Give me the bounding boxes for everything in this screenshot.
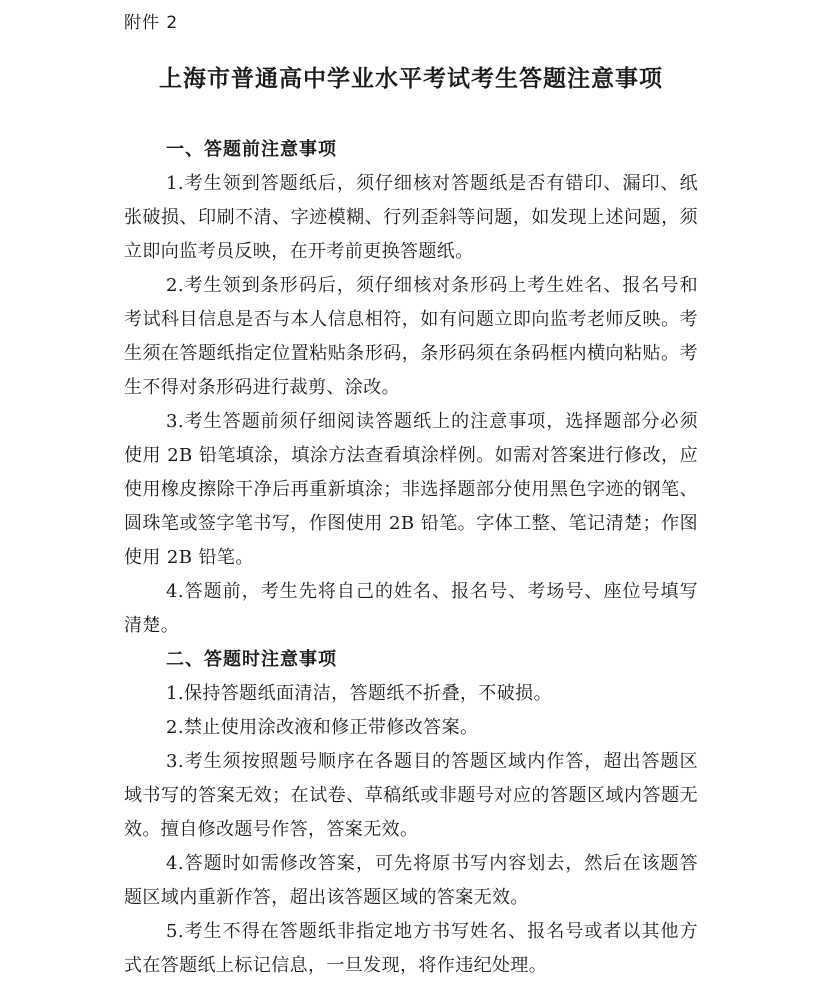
section-heading-during-answering: 二、答题时注意事项	[166, 649, 337, 670]
attachment-label: 附件 2	[124, 13, 179, 33]
paragraph-before-3: 3.考生答题前须仔细阅读答题纸上的注意事项，选择题部分必须使用 2B 铅笔填涂，填涂方法查看填涂样例。如需对答案进行修改，应使用橡皮擦除干净后再重新填涂；非选择题部分使用黑色字迹的钢笔、圆珠笔或签字笔书写，作图使用 2B 铅笔。字体工整、笔记清楚；作图使用 2B 铅笔。	[124, 411, 698, 568]
paragraph-during-2: 2.禁止使用涂改液和修正带修改答案。	[166, 717, 479, 738]
paragraph-before-4: 4.答题前，考生先将自己的姓名、报名号、考场号、座位号填写清楚。	[124, 581, 698, 636]
section-heading-before-answering: 一、答题前注意事项	[166, 139, 337, 160]
paragraph-during-1: 1.保持答题纸面清洁，答题纸不折叠，不破损。	[166, 683, 552, 704]
paragraph-before-2: 2.考生领到条形码后，须仔细核对条形码上考生姓名、报名号和考试科目信息是否与本人信息相符，如有问题立即向监考老师反映。考生须在答题纸指定位置粘贴条形码，条形码须在条码框内横向粘贴。考生不得对条形码进行裁剪、涂改。	[124, 275, 698, 398]
paragraph-during-3: 3.考生须按照题号顺序在各题目的答题区域内作答，超出答题区域书写的答案无效；在试卷、草稿纸或非题号对应的答题区域内答题无效。擅自修改题号作答，答案无效。	[124, 751, 698, 840]
document-title: 上海市普通高中学业水平考试考生答题注意事项	[159, 66, 663, 92]
document-body	[124, 133, 698, 983]
paragraph-during-5: 5.考生不得在答题纸非指定地方书写姓名、报名号或者以其他方式在答题纸上标记信息，一旦发现，将作违纪处理。	[124, 921, 698, 976]
paragraph-during-4: 4.答题时如需修改答案，可先将原书写内容划去，然后在该题答题区域内重新作答，超出该答题区域的答案无效。	[124, 853, 698, 908]
paragraph-before-1: 1.考生领到答题纸后，须仔细核对答题纸是否有错印、漏印、纸张破损、印刷不清、字迹模糊、行列歪斜等问题，如发现上述问题，须立即向监考员反映，在开考前更换答题纸。	[124, 173, 698, 262]
